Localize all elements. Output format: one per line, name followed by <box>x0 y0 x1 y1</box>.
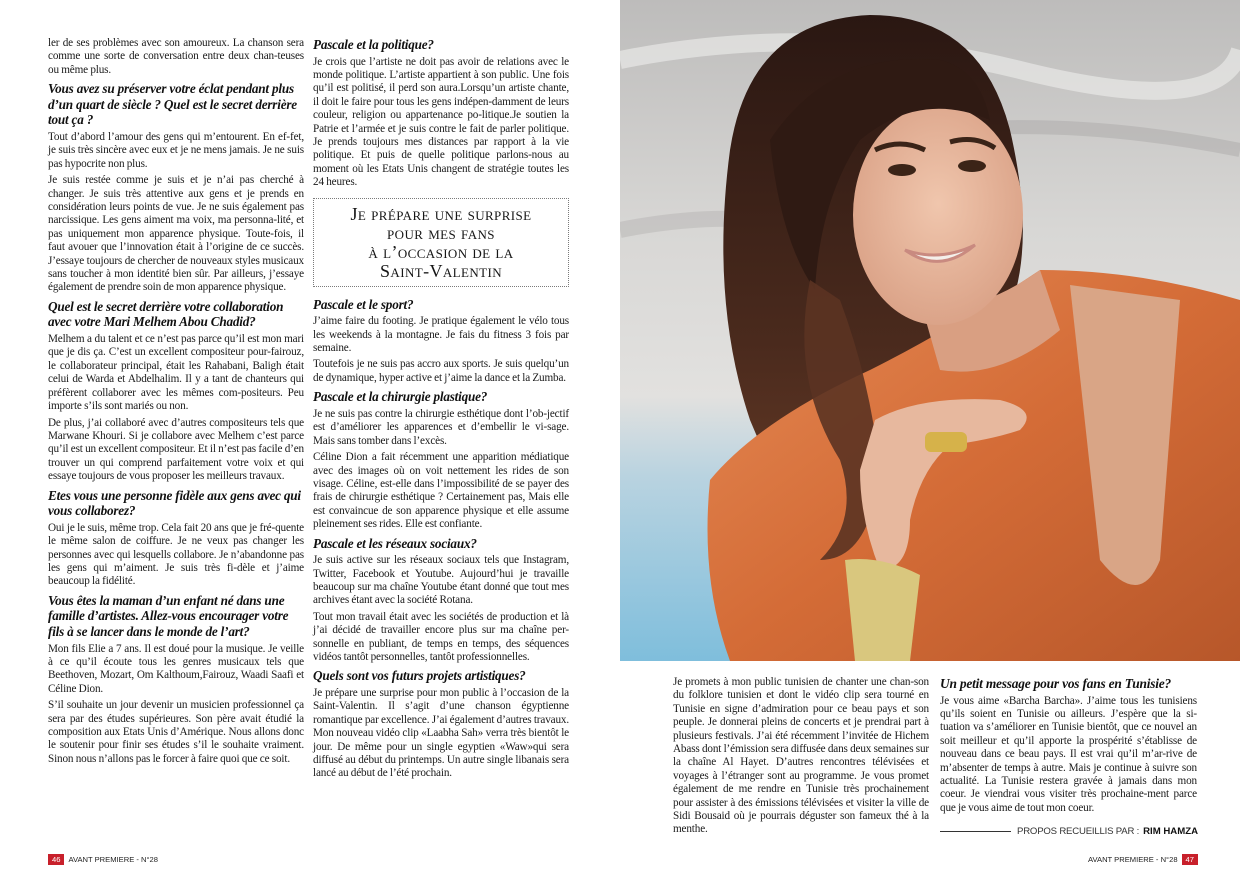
pull-quote-line: pour mes fans <box>387 222 495 243</box>
interview-credit <box>940 824 1198 838</box>
left-column-1 <box>48 37 304 843</box>
question-heading: Quels sont vos futurs projets artistiques? <box>313 668 526 684</box>
answer-paragraph: Melhem a du talent et ce n’est pas parce qu’il est mon mari que je dis ça. C’est un excellent compositeur pour-fairouz, le collaborateur principal, était les Rahabani, Baligh était celui de Warda et Abdelhalim. Il y a tant de chanteurs qui préfèrent collaborer avec les mêmes com-positeurs. Peu importe s’ils sont mariés ou non. <box>48 333 304 413</box>
answer-paragraph: S’il souhaite un jour devenir un musicien professionnel ça sera par des études supérieures. Son père avait étudié la composition aux Etats Unis d’Amérique. Nous allons donc le soutenir pour finir ses études s’il le souhaite vraiment. Sinon nous n’allons pas le forcer à faire quoi que ce soit. <box>48 699 304 765</box>
question-heading: Pascale et les réseaux sociaux? <box>313 535 477 551</box>
right-page-footer <box>1088 853 1198 865</box>
question-heading: Pascale et la politique? <box>313 37 434 52</box>
pull-quote-line: Je prépare une surprise <box>350 203 532 224</box>
page-number-badge: 47 <box>1182 854 1198 865</box>
question-heading: Quel est le secret derrière votre collaboration avec votre Mari Melhem Abou Chadid? <box>48 298 284 330</box>
question-heading: Etes vous une personne fidèle aux gens avec qui vous collaborez? <box>48 487 301 519</box>
intro-paragraph: ler de ses problèmes avec son amoureux. La chanson sera comme une sorte de conversation entre deux chan-teuses ou même plus. <box>48 37 304 76</box>
answer-paragraph: Tout d’abord l’amour des gens qui m’entourent. En ef-fet, je suis très sincère avec eux et je ne mens jamais. Je ne suis pas hypocrite non plus. <box>48 131 304 170</box>
right-column-1 <box>673 676 929 846</box>
right-column-2 <box>940 676 1197 820</box>
credit-author: RIM HAMZA <box>1143 825 1198 837</box>
answer-paragraph: Oui je le suis, même trop. Cela fait 20 ans que je fré-quente le même salon de coiffure. Je ne veux pas changer les personnes avec qui lesquells collabore. Je n’abandonne pas les gens qui m’aiment. Je suis très fi-dèle et j’aime beaucoup la fidélité. <box>48 521 304 588</box>
answer-paragraph: Je promets à mon public tunisien de chanter une chan-son du folklore tunisien et dont le vidéo clip sera tourné en Tunisie en signe d’admiration pour ce beau pays et son peuple. Je donnerai pleins de concerts et je prendrai part à plusieurs festivals. J’ai été récemment l’invitée de Hichem Abass dont l’émission sera diffusée dans deux semaines sur la chaîne Al Hayet. D’autres rencontres télévisées et voyages à l’étranger sont au programme. Je vous promet également de me rendre en Tunisie très prochainement pour assister à des émissions télévisées et visiter la ville de Sidi Bousaid où je pourrais déguster son fameux thé à la menthe. <box>673 676 929 836</box>
portrait-photo <box>620 0 1240 661</box>
answer-paragraph: Je vous aime «Barcha Barcha». J’aime tous les tunisiens qu’ils soient en Tunisie ou ailleurs. J’espère que la si-tuation va s’améliorer en Tunisie bientôt, que ce nouvel an soit meilleur et qu’il apporte la prospérité s’établisse de nouveau dans ce beau pays. Il est vrai qu’il m’ar-rive de m’absenter de temps à autre. Mais je continue à suivre son actualité. La Tunisie restera gravée à jamais dans mon coeur. Je viendrai vous visiter très prochaine-ment parce que je vous aime de tout mon coeur. <box>940 694 1197 814</box>
pull-quote-line: à l’occasion de la <box>368 241 514 262</box>
answer-paragraph: Mon fils Elie a 7 ans. Il est doué pour la musique. Je veille à ce qu’il écoute tous les genres musicaux tels que Beethoven, Mozart, Om Kalthoum,Fairouz, Waadi Saafi et Céline Dion. <box>48 642 304 695</box>
answer-paragraph: Céline Dion a fait récemment une apparition médiatique avec des images où on voit nettement les rides de son visage. Céline, est-elle dans l’impossibilité de se payer des frais de chirurgie esthétique ? Certainement pas, Mais elle est convaincue de son apparence physique et elle assume pleinement ses rides. Elle est confiante. <box>313 451 569 531</box>
question-heading: Pascale et le sport? <box>313 296 414 312</box>
magazine-issue: AVANT PREMIERE - N°28 <box>1088 854 1178 864</box>
question-heading: Pascale et la chirurgie plastique? <box>313 389 488 405</box>
question-heading: Vous avez su préserver votre éclat pendant plus d’un quart de siècle ? Quel est le secret derrière tout ça ? <box>48 81 297 128</box>
magazine-issue: AVANT PREMIERE - N°28 <box>68 854 158 864</box>
gold-cuff <box>845 559 920 661</box>
left-column-2 <box>313 37 569 843</box>
credit-rule <box>940 831 1011 832</box>
answer-paragraph: Je ne suis pas contre la chirurgie esthétique dont l’ob-jectif est d’améliorer les apparences et d’embellir le vi-sage. Mais sans tomber dans l’excès. <box>313 407 569 447</box>
gold-ring <box>925 432 967 452</box>
answer-paragraph: J’aime faire du footing. Je pratique également le vélo tous les weekends à la montagne. Je fais du fitness 3 fois par semaine. <box>313 315 569 355</box>
portrait-illustration <box>620 0 1240 661</box>
credit-label: PROPOS RECUEILLIS PAR : <box>1017 825 1140 837</box>
question-heading: Un petit message pour vos fans en Tunisie? <box>940 676 1172 691</box>
pull-quote <box>313 198 569 287</box>
question-heading: Vous êtes la maman d’un enfant né dans une famille d’artistes. Allez-vous encourager votre fils à se lancer dans le monde de l’art? <box>48 592 289 639</box>
left-page-footer <box>48 853 158 865</box>
page-number-badge: 46 <box>48 854 64 865</box>
face <box>853 105 1023 325</box>
answer-paragraph: Je prépare une surprise pour mon public à l’occasion de la Saint-Valentin. Il s’agit d’une chanson égyptienne romantique par excellence. J’ai également d’autres travaux. Mon nouveau vidéo clip «Laabha Sah» verra très bientôt le jour. De même pour un single egyptien «Waw»qui sera diffusé au début du printemps. Un autre single libanais sera lancé au début de l’été prochain. <box>313 686 569 780</box>
pull-quote-line: Saint-Valentin <box>380 260 502 281</box>
answer-paragraph: Toutefois je ne suis pas accro aux sports. Je suis quelqu’un de dynamique, hyper active et j’aime la dance et la Zumba. <box>313 358 569 384</box>
answer-paragraph: Je suis active sur les réseaux sociaux tels que Instagram, Twitter, Facebook et Youtube. Aujourd’hui je travaille beaucoup sur ma chaîne Youtube étant donné que tout mes archives étant avec la société Rotana. <box>313 554 569 607</box>
answer-paragraph: Je crois que l’artiste ne doit pas avoir de relations avec le monde politique. L’artiste appartient à son public. Une fois qu’il est politisé, il perd son aura.Lorsqu’un artiste chante, il doit le faire pour tous les gens indépen-damment de leurs couleur, religion ou appartenance po-litique.Je soutien la Patrie et l’armée et je suis contre le fait de parler politique. Je prends toujours mes distances par rapport à la vie politique. Et puis de quelle politique parlons-nous au moment où les Etats Unis changent de stratégie toutes les 24 heures. <box>313 55 569 189</box>
answer-paragraph: Je suis restée comme je suis et je n’ai pas cherché à changer. Je suis très attentive aux gens et je prends en considération leurs points de vue. Je ne suis également pas narcissique. Les gens aiment ma voix, ma personna-lité, et pas uniquement mon apparence physique. Toute-fois, il faut avouer que l’innovation était à l’origine de ce succès. J’essaye toujours de chercher de nouveaux styles musicaux sans toucher à mon identité bien sûr. Par ailleurs, j’essaye également de prendre soin de mon apparence physique. <box>48 174 304 294</box>
answer-paragraph: Tout mon travail était avec les sociétés de production et là j’ai décidé de travailler encore plus sur ma chaîne per-sonnelle en publiant, de temps en temps, des séquences vidéos tantôt personnelles, tantôt professionnelles. <box>313 610 569 663</box>
answer-paragraph: De plus, j’ai collaboré avec d’autres compositeurs tels que Marwane Khouri. Si je collabore avec Melhem c’est parce qu’il est un excellent compositeur. Et il n’est pas facile d’en trouver un qui comprend parfaitement votre voix et qui essaye toujours de vous proposer les meilleurs travaux. <box>48 416 304 483</box>
